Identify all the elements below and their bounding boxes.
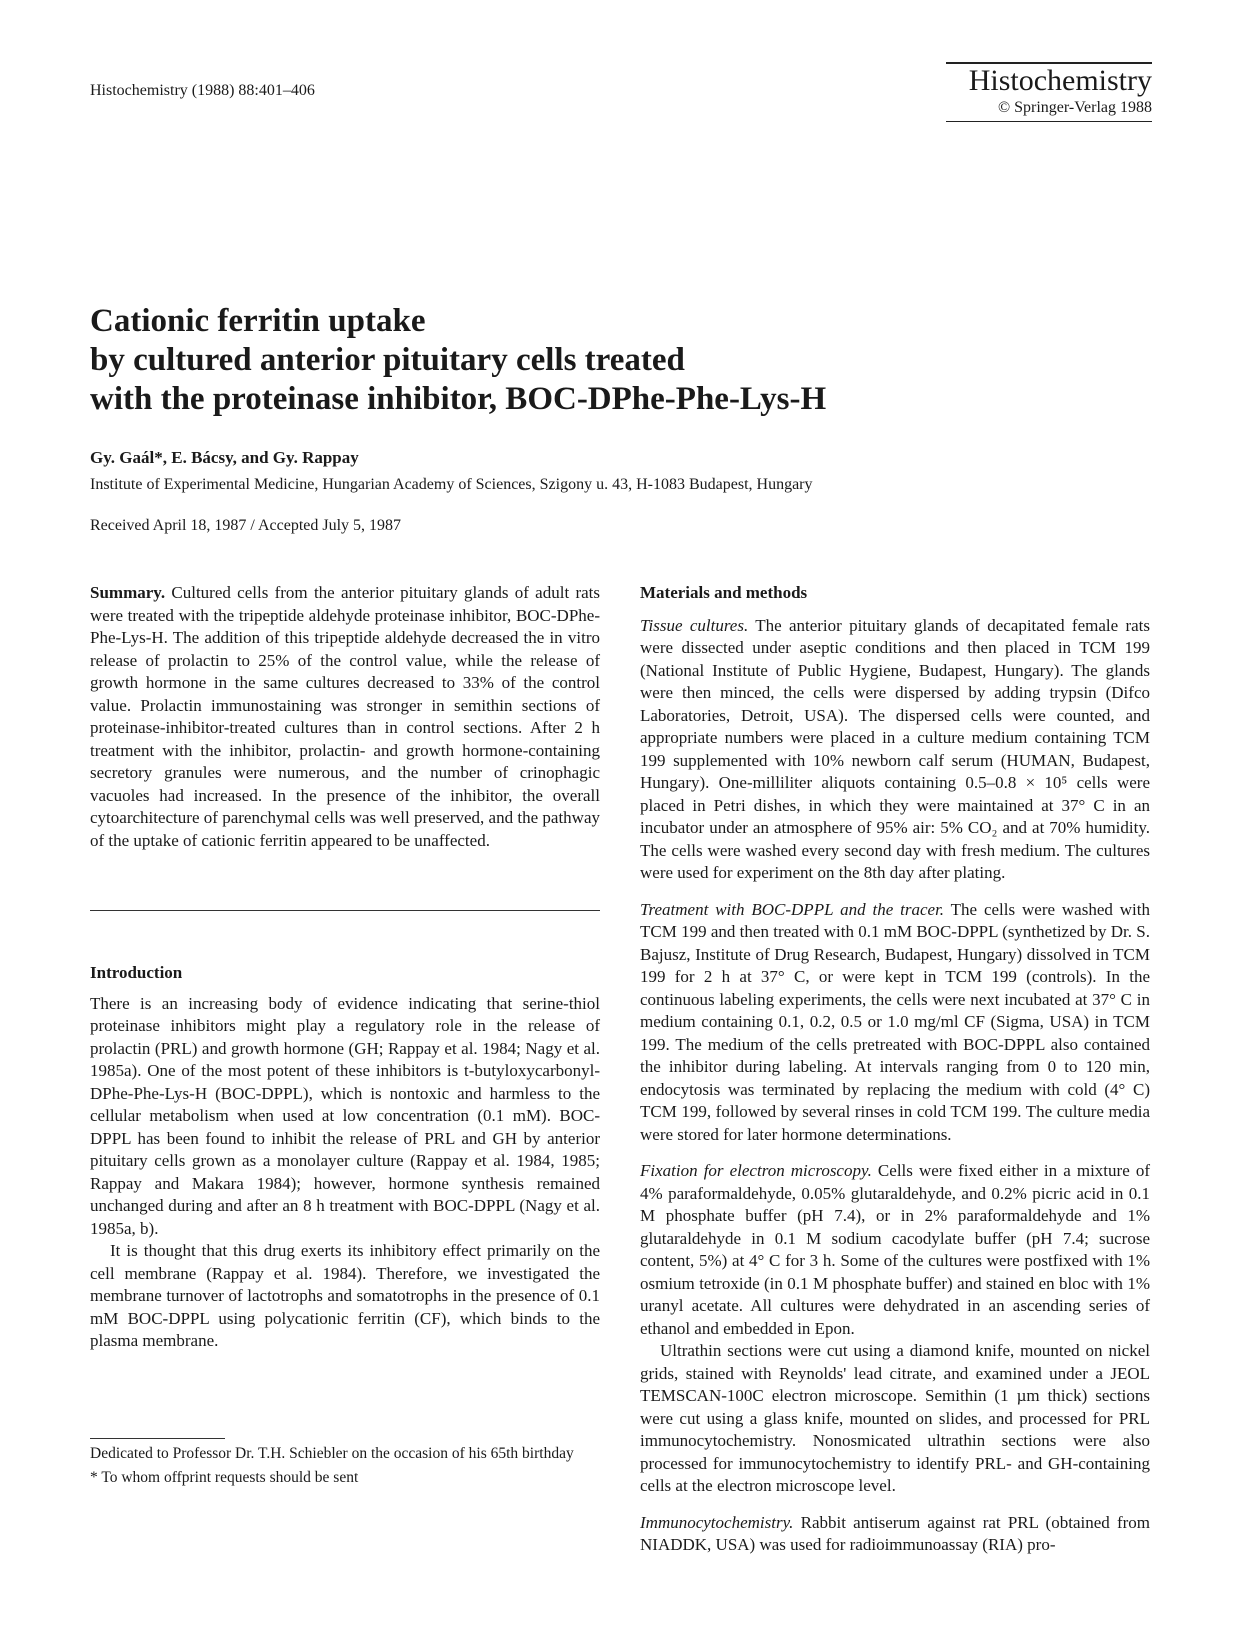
treatment-text: The cells were washed with TCM 199 and then treated with 0.1 mM BOC-DPPL (synthetized by Dr. S. Bajusz, Institute of Drug Research, Budapest, Hungary) dissolved in TCM 199 for 2 h at 37° C, or were kept in TCM 199 (controls). In the continuous labeling experiments, the cells were next incubated at 37° C in medium containing 0.1, 0.2, 0.5 or 1.0 mg/ml CF (Sigma, USA) in TCM 199. The medium of the cells pretreated with BOC-DPPL also contained the inhibitor during labeling. At intervals ranging from 0 to 120 min, endocytosis was terminated by replacing the medium with cold (4° C) TCM 199, followed by several rinses in cold TCM 199. The culture media were stored for later hormone determinations.: [640, 899, 1150, 1144]
immunocytochemistry-label: Immunocytochemistry.: [640, 1512, 794, 1532]
methods-heading: Materials and methods: [640, 583, 808, 602]
treatment-paragraph: [640, 899, 1150, 1147]
immunocytochemistry-paragraph: [640, 1512, 1150, 1557]
introduction-paragraph: It is thought that this drug exerts its inhibitory effect primarily on the cell membrane (Rappay et al. 1984). Therefore, we investigated the membrane turnover of lactotrophs and somatotrophs in the presence of 0.1 mM BOC-DPPL using polycationic ferritin (CF), which binds to the plasma membrane.: [90, 1241, 600, 1350]
journal-reference: Histochemistry (1988) 88:401–406: [90, 82, 315, 99]
tissue-cultures-paragraph: [640, 615, 1150, 885]
title-line: Cationic ferritin uptake: [90, 303, 426, 339]
offprint-footnote: * To whom offprint requests should be sent: [90, 1469, 359, 1486]
right-column: [640, 582, 1150, 1557]
introduction-paragraph: There is an increasing body of evidence indicating that serine-thiol proteinase inhibitors might play a regulatory role in the release of prolactin (PRL) and growth hormone (GH; Rappay et al. 1984; Nagy et al. 1985a). One of the most potent of these inhibitors is t-butyloxycarbonyl-DPhe-Phe-Lys-H (BOC-DPPL), which is nontoxic and harmless to the cellular metabolism when used at low concentration (0.1 mM). BOC-DPPL has been found to inhibit the release of PRL and GH by anterior pituitary cells grown as a monolayer culture (Rappay et al. 1984, 1985; Rappay and Makara 1984); however, hormone synthesis remained unchanged during and after an 8 h treatment with BOC-DPPL (Nagy et al. 1985a, b).: [90, 993, 600, 1238]
tissue-cultures-text: The anterior pituitary glands of decapitated female rats were dissected under aseptic conditions and then placed in TCM 199 (National Institute of Public Hygiene, Budapest, Hungary). The glands were then minced, the cells were dispersed by adding trypsin (Difco Laboratories, Detroit, USA). The dispersed cells were counted, and appropriate numbers were placed in a culture medium containing TCM 199 supplemented with 10% newborn calf serum (HUMAN, Budapest, Hungary). One-milliliter aliquots containing 0.5–0.8 × 10⁵ cells were placed in Petri dishes, in which they were maintained at 37° C in an incubator under an atmosphere of 95% air: 5% CO₂ and at 70% humidity. The cells were washed every second day with fresh medium. The cultures were used for experiment on the 8th day after plating.: [640, 615, 1151, 882]
title-line: with the proteinase inhibitor, BOC-DPhe-Phe-Lys-H: [90, 381, 827, 417]
introduction-heading: Introduction: [90, 963, 183, 982]
footnote-divider: [90, 1438, 225, 1439]
treatment-label: Treatment with BOC-DPPL and the tracer.: [640, 899, 945, 919]
received-date: Received April 18, 1987 / Accepted July 5, 1987: [90, 517, 402, 534]
summary-divider: [90, 910, 600, 911]
summary-text: Cultured cells from the anterior pituitary glands of adult rats were treated with the tripeptide aldehyde proteinase inhibitor, BOC-DPhe-Phe-Lys-H. The addition of this tripeptide aldehyde decreased the in vitro release of prolactin to 25% of the control value, while the release of growth hormone in the same cultures decreased to 33% of the control value. Prolactin immunostaining was stronger in semithin sections of proteinase-inhibitor-treated cultures than in control sections. After 2 h treatment with the inhibitor, prolactin- and growth hormone-containing secretory granules were numerous, and the number of crinophagic vacuoles had increased. In the presence of the inhibitor, the overall cytoarchitecture of parenchymal cells was well preserved, and the pathway of the uptake of cationic ferritin appeared to be unaffected.: [90, 583, 600, 850]
immunocytochemistry-text: Rabbit antiserum against rat PRL (obtained from NIADDK, USA) was used for radioimmunoassay (RIA) pro-: [640, 1512, 1150, 1554]
tissue-cultures-label: Tissue cultures.: [640, 615, 749, 635]
article-title: [90, 302, 1150, 419]
left-column: [90, 582, 600, 852]
ultrathin-paragraph: Ultrathin sections were cut using a diamond knife, mounted on nickel grids, stained with Reynolds' lead citrate, and examined under a JEOL TEMSCAN-100C electron microscope. Semithin (1 µm thick) sections were cut using a glass knife, mounted on slides, and processed for PRL immunocytochemistry. Nonosmicated ultrathin sections were also processed for immunocytochemistry to identify PRL- and GH-containing cells at the electron microscope level.: [640, 1341, 1150, 1495]
fixation-paragraph: [640, 1160, 1150, 1340]
journal-brand-name: Histochemistry: [946, 62, 1152, 98]
dedication-footnote: Dedicated to Professor Dr. T.H. Schiebler on the occasion of his 65th birthday: [90, 1445, 574, 1462]
fixation-text: Cells were fixed either in a mixture of 4% paraformaldehyde, 0.05% glutaraldehyde, and 0.2% picric acid in 0.1 M phosphate buffer (pH 7.4), or in 2% paraformaldehyde and 1% glutaraldehyde in 0.1 M sodium cacodylate buffer (pH 7.4; sucrose content, 5%) at 4° C for 3 h. Some of the cultures were postfixed with 1% osmium tetroxide (in 0.1 M phosphate buffer) and stained en bloc with 1% uranyl acetate. All cultures were dehydrated in an ascending series of ethanol and embedded in Epon.: [640, 1161, 1150, 1338]
journal-brand: [946, 62, 1152, 122]
introduction-section: [90, 962, 600, 1353]
summary-paragraph: [90, 582, 600, 852]
author-list: Gy. Gaál*, E. Bácsy, and Gy. Rappay: [90, 448, 359, 467]
fixation-label: Fixation for electron microscopy.: [640, 1161, 872, 1180]
journal-copyright: © Springer-Verlag 1988: [946, 98, 1152, 122]
affiliation: Institute of Experimental Medicine, Hungarian Academy of Sciences, Szigony u. 43, H-1083 Budapest, Hungary: [90, 476, 813, 493]
footnotes: [90, 1444, 600, 1488]
summary-label: Summary.: [90, 583, 166, 602]
title-line: by cultured anterior pituitary cells treated: [90, 342, 685, 378]
